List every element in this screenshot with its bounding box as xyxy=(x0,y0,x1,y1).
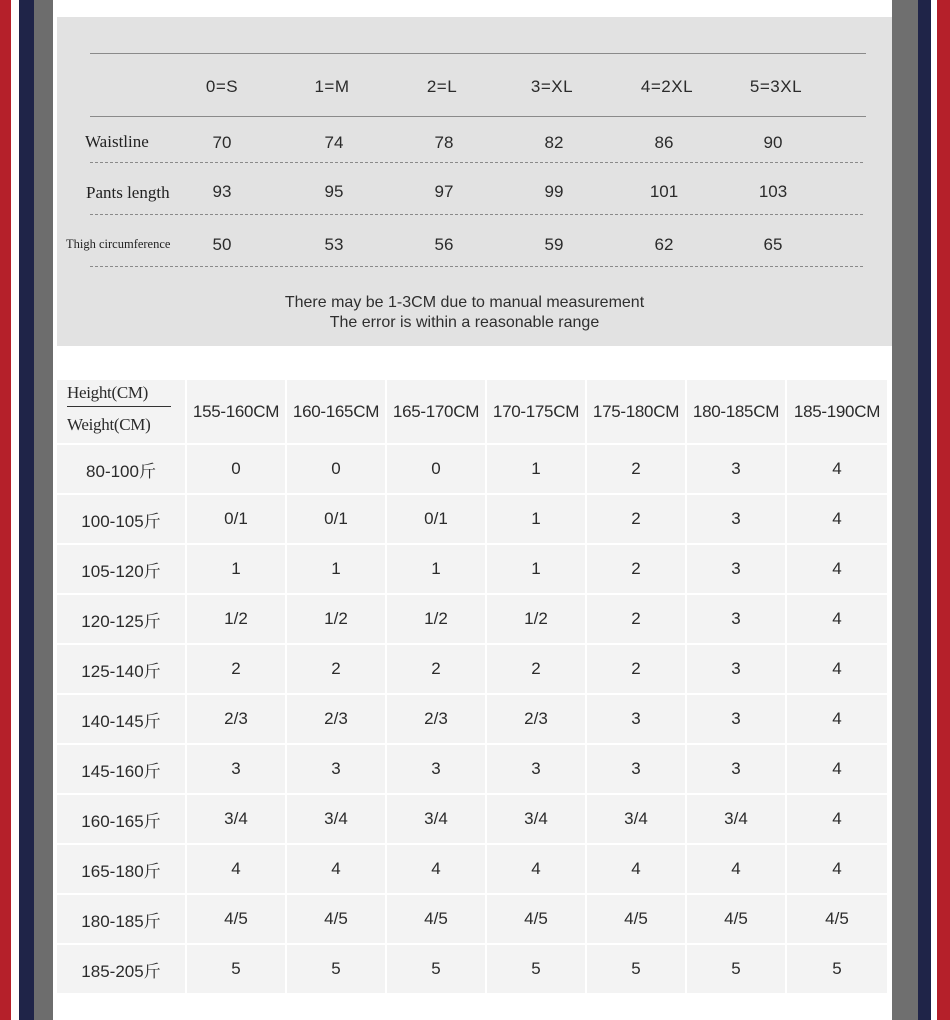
size-recommendation-cell: 4 xyxy=(487,845,587,895)
size-recommendation-cell: 4/5 xyxy=(787,895,889,945)
size-value: 56 xyxy=(434,235,454,254)
size-recommendation-cell: 4 xyxy=(187,845,287,895)
size-recommendation-cell: 4 xyxy=(787,495,889,545)
size-recommendation-cell: 2 xyxy=(187,645,287,695)
size-recommendation-cell: 1 xyxy=(387,545,487,595)
table-row xyxy=(57,845,889,895)
table-row xyxy=(57,945,889,995)
dashed-divider xyxy=(90,214,863,215)
table-row xyxy=(57,645,889,695)
size-recommendation-cell: 5 xyxy=(287,945,387,995)
size-recommendation-cell: 4/5 xyxy=(387,895,487,945)
dashed-divider xyxy=(90,162,863,163)
size-recommendation-cell: 3/4 xyxy=(487,795,587,845)
size-recommendation-cell: 3 xyxy=(687,495,787,545)
size-recommendation-cell: 4 xyxy=(787,595,889,645)
table-row xyxy=(57,795,889,845)
size-recommendation-cell: 5 xyxy=(487,945,587,995)
size-recommendation-cell: 2/3 xyxy=(487,695,587,745)
size-chart-panel xyxy=(57,17,892,346)
size-value: 53 xyxy=(324,235,344,254)
size-value: 97 xyxy=(434,182,454,201)
size-recommendation-cell: 3/4 xyxy=(687,795,787,845)
size-recommendation-cell: 5 xyxy=(387,945,487,995)
size-recommendation-cell: 1 xyxy=(487,545,587,595)
size-recommendation-cell: 3 xyxy=(287,745,387,795)
size-value: 90 xyxy=(763,133,783,152)
size-value: 74 xyxy=(324,133,344,152)
size-recommendation-cell: 4 xyxy=(787,445,889,495)
dashed-divider xyxy=(90,266,863,267)
size-recommendation-cell: 2 xyxy=(387,645,487,695)
size-recommendation-cell: 4 xyxy=(287,845,387,895)
size-value: 101 xyxy=(649,182,679,201)
height-header: 155-160CM xyxy=(187,380,287,445)
size-header: 3=XL xyxy=(530,77,574,96)
size-value: 95 xyxy=(324,182,344,201)
weight-label: 185-205斤 xyxy=(57,945,187,995)
row-label-pants-length: Pants length xyxy=(86,183,170,202)
size-value: 59 xyxy=(544,235,564,254)
fit-table xyxy=(57,380,889,995)
left-white-stripe xyxy=(11,0,19,1020)
divider-line xyxy=(90,53,866,54)
size-recommendation-cell: 3/4 xyxy=(187,795,287,845)
size-recommendation-cell: 4/5 xyxy=(587,895,687,945)
size-recommendation-cell: 4/5 xyxy=(187,895,287,945)
size-recommendation-cell: 0/1 xyxy=(287,495,387,545)
size-recommendation-cell: 0 xyxy=(187,445,287,495)
weight-label: 180-185斤 xyxy=(57,895,187,945)
weight-label: 105-120斤 xyxy=(57,545,187,595)
row-label-waistline: Waistline xyxy=(85,132,149,151)
weight-label: 165-180斤 xyxy=(57,845,187,895)
height-header: 180-185CM xyxy=(687,380,787,445)
size-recommendation-cell: 4 xyxy=(787,695,889,745)
corner-divider xyxy=(67,406,171,407)
size-recommendation-cell: 2/3 xyxy=(387,695,487,745)
size-header: 4=2XL xyxy=(640,77,694,96)
size-recommendation-cell: 2 xyxy=(587,595,687,645)
weight-label: 100-105斤 xyxy=(57,495,187,545)
size-recommendation-cell: 4 xyxy=(387,845,487,895)
table-row xyxy=(57,595,889,645)
weight-label: 125-140斤 xyxy=(57,645,187,695)
size-value: 103 xyxy=(758,182,788,201)
right-gray-stripe xyxy=(892,0,918,1020)
size-recommendation-cell: 3/4 xyxy=(387,795,487,845)
size-recommendation-cell: 4/5 xyxy=(487,895,587,945)
size-recommendation-cell: 3/4 xyxy=(287,795,387,845)
size-recommendation-cell: 4/5 xyxy=(287,895,387,945)
size-recommendation-cell: 4 xyxy=(787,795,889,845)
size-value: 86 xyxy=(654,133,674,152)
size-recommendation-cell: 0 xyxy=(387,445,487,495)
size-recommendation-cell: 1/2 xyxy=(287,595,387,645)
size-recommendation-cell: 5 xyxy=(587,945,687,995)
size-recommendation-cell: 2 xyxy=(487,645,587,695)
size-recommendation-cell: 4/5 xyxy=(687,895,787,945)
size-header: 2=L xyxy=(426,77,458,96)
size-recommendation-cell: 5 xyxy=(187,945,287,995)
weight-label: 120-125斤 xyxy=(57,595,187,645)
measurement-note-line2: The error is within a reasonable range xyxy=(329,314,600,331)
size-recommendation-cell: 1 xyxy=(487,495,587,545)
height-header: 170-175CM xyxy=(487,380,587,445)
size-recommendation-cell: 3 xyxy=(687,545,787,595)
size-recommendation-cell: 1/2 xyxy=(387,595,487,645)
left-gray-stripe xyxy=(34,0,53,1020)
table-row xyxy=(57,745,889,795)
size-recommendation-cell: 3 xyxy=(487,745,587,795)
weight-label: 145-160斤 xyxy=(57,745,187,795)
weight-label: 160-165斤 xyxy=(57,795,187,845)
size-recommendation-cell: 1 xyxy=(487,445,587,495)
left-navy-stripe xyxy=(19,0,34,1020)
measurement-note-line1: There may be 1-3CM due to manual measurement xyxy=(284,294,645,311)
size-recommendation-cell: 3 xyxy=(687,695,787,745)
size-value: 62 xyxy=(654,235,674,254)
size-value: 50 xyxy=(212,235,232,254)
height-header: 165-170CM xyxy=(387,380,487,445)
size-value: 78 xyxy=(434,133,454,152)
size-recommendation-cell: 3 xyxy=(687,745,787,795)
size-recommendation-cell: 3 xyxy=(687,645,787,695)
corner-weight-label: Weight(CM) xyxy=(67,415,151,434)
size-value: 93 xyxy=(212,182,232,201)
size-recommendation-cell: 1 xyxy=(187,545,287,595)
weight-label: 140-145斤 xyxy=(57,695,187,745)
size-recommendation-cell: 3 xyxy=(387,745,487,795)
weight-label: 80-100斤 xyxy=(57,445,187,495)
size-recommendation-cell: 5 xyxy=(687,945,787,995)
size-recommendation-cell: 0 xyxy=(287,445,387,495)
size-recommendation-cell: 2 xyxy=(587,445,687,495)
size-value: 82 xyxy=(544,133,564,152)
size-recommendation-cell: 2 xyxy=(587,645,687,695)
table-row xyxy=(57,445,889,495)
size-value: 65 xyxy=(763,235,783,254)
size-recommendation-cell: 4 xyxy=(787,845,889,895)
size-recommendation-cell: 3 xyxy=(187,745,287,795)
size-recommendation-cell: 0/1 xyxy=(187,495,287,545)
size-recommendation-cell: 5 xyxy=(787,945,889,995)
row-label-thigh-circumference: Thigh circumference xyxy=(66,237,171,251)
size-recommendation-cell: 4 xyxy=(687,845,787,895)
table-row xyxy=(57,545,889,595)
size-recommendation-cell: 4 xyxy=(787,745,889,795)
corner-height-label: Height(CM) xyxy=(67,383,149,402)
size-header: 1=M xyxy=(314,77,350,96)
table-row xyxy=(57,495,889,545)
size-header: 5=3XL xyxy=(749,77,803,96)
size-recommendation-cell: 3/4 xyxy=(587,795,687,845)
table-row xyxy=(57,895,889,945)
size-recommendation-cell: 4 xyxy=(587,845,687,895)
size-recommendation-cell: 2 xyxy=(287,645,387,695)
table-row xyxy=(57,695,889,745)
right-navy-stripe xyxy=(918,0,931,1020)
left-red-stripe xyxy=(0,0,11,1020)
size-recommendation-cell: 3 xyxy=(687,595,787,645)
size-recommendation-cell: 2 xyxy=(587,545,687,595)
content-area xyxy=(57,0,892,1020)
size-recommendation-cell: 4 xyxy=(787,645,889,695)
size-recommendation-cell: 3 xyxy=(687,445,787,495)
height-header: 160-165CM xyxy=(287,380,387,445)
size-recommendation-cell: 4 xyxy=(787,545,889,595)
divider-line xyxy=(90,116,866,117)
size-value: 99 xyxy=(544,182,564,201)
right-red-stripe xyxy=(937,0,950,1020)
height-header: 185-190CM xyxy=(787,380,889,445)
fit-table-header-row xyxy=(57,380,889,445)
size-recommendation-cell: 1 xyxy=(287,545,387,595)
size-recommendation-cell: 3 xyxy=(587,745,687,795)
size-recommendation-cell: 0/1 xyxy=(387,495,487,545)
size-recommendation-cell: 2 xyxy=(587,495,687,545)
height-header: 175-180CM xyxy=(587,380,687,445)
size-header: 0=S xyxy=(205,77,239,96)
fit-table-corner xyxy=(57,380,187,445)
size-recommendation-cell: 2/3 xyxy=(187,695,287,745)
size-recommendation-cell: 1/2 xyxy=(487,595,587,645)
size-recommendation-cell: 2/3 xyxy=(287,695,387,745)
size-value: 70 xyxy=(212,133,232,152)
size-recommendation-cell: 1/2 xyxy=(187,595,287,645)
size-recommendation-cell: 3 xyxy=(587,695,687,745)
